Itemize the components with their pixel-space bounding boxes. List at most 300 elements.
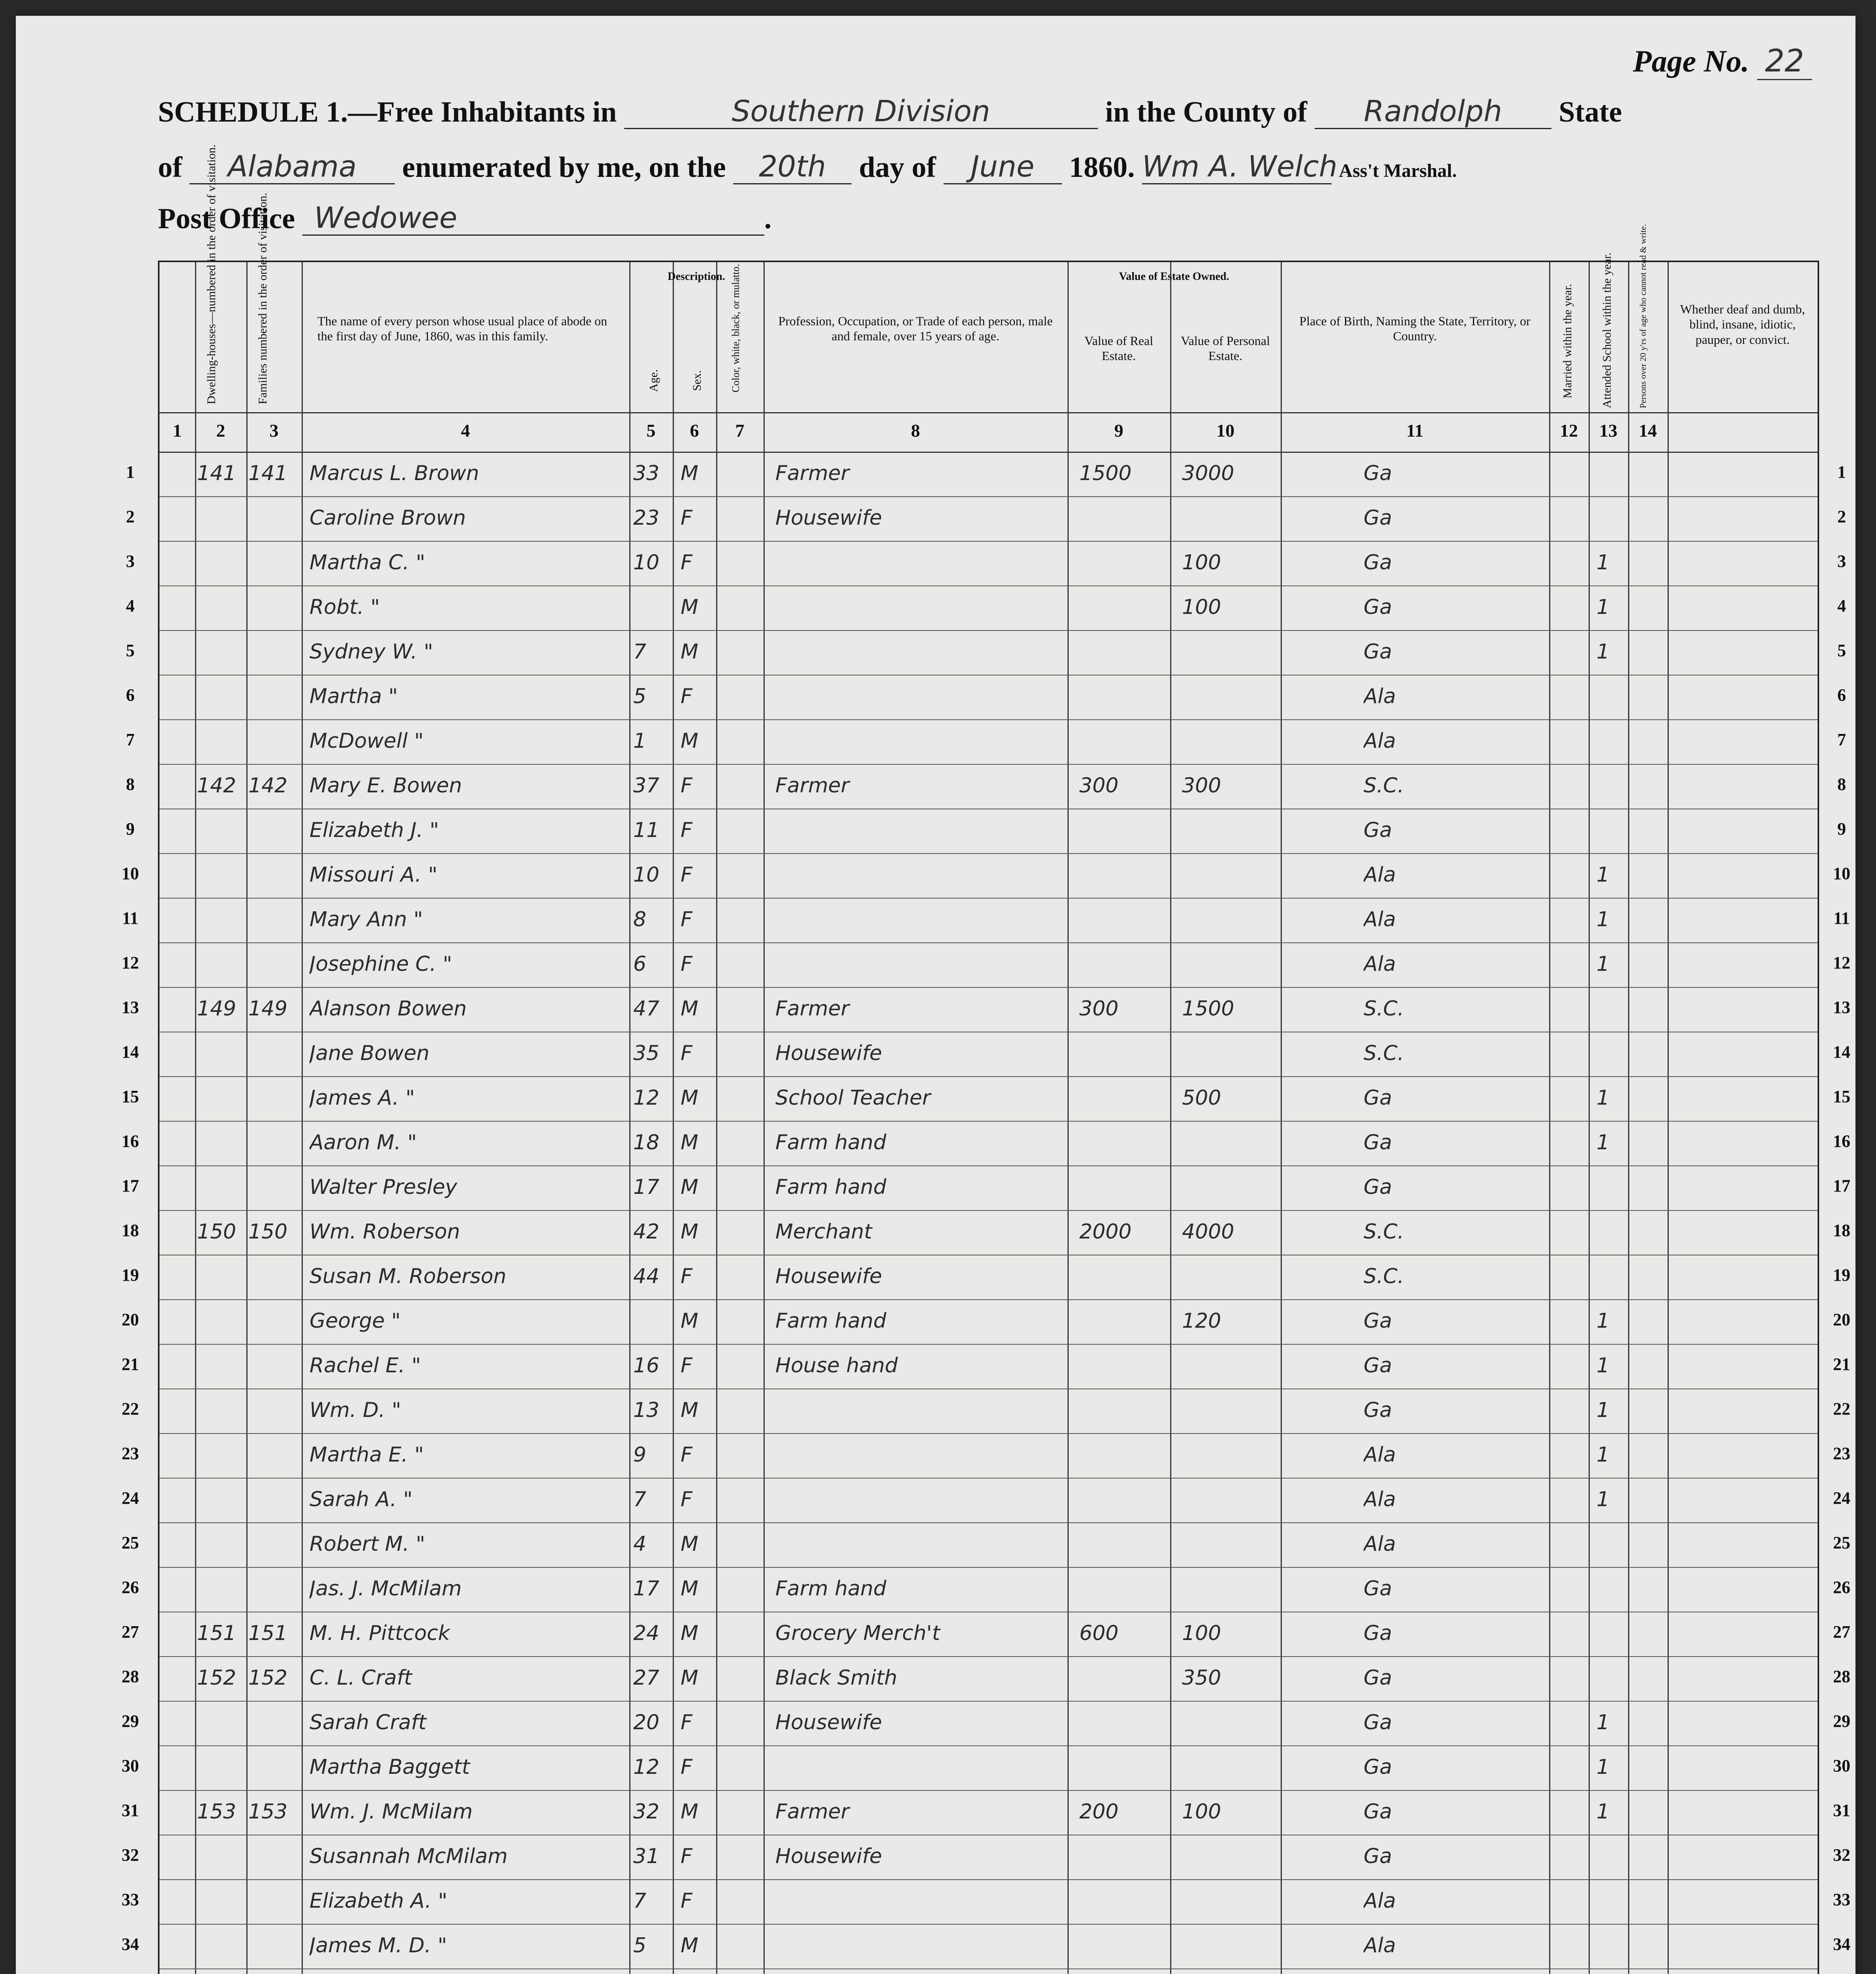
person-age: 7	[633, 1488, 647, 1511]
row-number-left: 5	[126, 641, 135, 660]
county-value: Randolph	[1315, 95, 1551, 129]
dwelling-number: 153	[197, 1800, 236, 1824]
person-age: 1	[633, 729, 647, 753]
row-number-right: 14	[1833, 1042, 1850, 1062]
column-number: 7	[735, 420, 745, 441]
person-name: Aaron M. "	[310, 1131, 417, 1154]
attended-school: 1	[1596, 1800, 1610, 1824]
col-line	[1589, 262, 1590, 1974]
person-age: 31	[633, 1845, 660, 1868]
number-row-line	[159, 452, 1818, 453]
person-name: Wm. Roberson	[310, 1220, 460, 1244]
person-occupation: Farmer	[775, 462, 850, 485]
personal-estate-value: 100	[1182, 1800, 1221, 1824]
family-number: 150	[248, 1220, 288, 1244]
row-number-right: 4	[1837, 596, 1846, 615]
birthplace: Ga	[1364, 595, 1392, 619]
dwelling-number: 152	[197, 1666, 236, 1690]
row-number-right: 33	[1833, 1890, 1850, 1909]
person-age: 5	[633, 685, 647, 708]
row-number-right: 6	[1837, 685, 1846, 705]
row-number-left: 26	[122, 1578, 139, 1597]
row-number-right: 25	[1833, 1533, 1850, 1552]
attended-school: 1	[1596, 1131, 1610, 1154]
schedule-title: SCHEDULE 1.—Free Inhabitants in	[158, 96, 617, 128]
birthplace: S.C.	[1364, 1265, 1404, 1288]
person-occupation: Merchant	[775, 1220, 872, 1244]
col-description-head: Description.	[668, 270, 725, 283]
row-number-right: 22	[1833, 1399, 1850, 1419]
row-number-right: 21	[1833, 1355, 1850, 1374]
person-age: 5	[633, 1934, 647, 1957]
birthplace: Ga	[1364, 1175, 1392, 1199]
person-name: Robt. "	[310, 595, 380, 619]
personal-estate-value: 500	[1182, 1086, 1221, 1110]
birthplace: Ga	[1364, 1354, 1392, 1377]
row-line	[159, 1567, 1818, 1568]
marshal-name: Wm A. Welch	[1142, 150, 1338, 184]
row-number-left: 16	[122, 1131, 139, 1151]
personal-estate-value: 120	[1182, 1309, 1221, 1333]
row-line	[159, 1522, 1818, 1523]
attended-school: 1	[1596, 1711, 1610, 1734]
person-age: 12	[633, 1755, 660, 1779]
real-estate-value: 300	[1079, 997, 1119, 1021]
attended-school: 1	[1596, 1354, 1610, 1377]
row-number-left: 25	[122, 1533, 139, 1552]
person-sex: M	[681, 595, 698, 619]
col-married-head: Married within the year.	[1561, 284, 1574, 398]
family-number: 142	[248, 774, 288, 797]
row-line	[159, 987, 1818, 988]
person-sex: F	[681, 952, 692, 976]
person-occupation: Farmer	[775, 1800, 850, 1824]
row-line	[159, 675, 1818, 676]
person-occupation: School Teacher	[775, 1086, 931, 1110]
row-number-left: 17	[122, 1176, 139, 1195]
person-age: 16	[633, 1354, 660, 1377]
attended-school: 1	[1596, 908, 1610, 931]
row-number-right: 1	[1837, 462, 1846, 482]
person-age: 18	[633, 1131, 660, 1154]
birthplace: Ga	[1364, 1755, 1392, 1779]
person-age: 35	[633, 1041, 660, 1065]
header-line-1	[158, 95, 1622, 129]
row-number-right: 8	[1837, 775, 1846, 794]
col-line	[1668, 262, 1669, 1974]
day-label: day of	[859, 151, 936, 184]
col-estate-head: Value of Estate Owned.	[1119, 270, 1229, 283]
row-number-right: 28	[1833, 1667, 1850, 1686]
row-number-left: 34	[122, 1935, 139, 1954]
family-number: 152	[248, 1666, 288, 1690]
row-number-right: 2	[1837, 507, 1846, 526]
birthplace: Ga	[1364, 640, 1392, 664]
person-sex: M	[681, 1131, 698, 1154]
column-number: 11	[1406, 420, 1424, 441]
person-sex: M	[681, 1577, 698, 1601]
row-number-right: 3	[1837, 552, 1846, 571]
person-occupation: Farmer	[775, 997, 850, 1021]
person-name: C. L. Craft	[310, 1666, 412, 1690]
person-sex: F	[681, 1041, 692, 1065]
birthplace: Ga	[1364, 506, 1392, 530]
person-age: 7	[633, 640, 647, 664]
person-sex: M	[681, 1309, 698, 1333]
row-number-left: 33	[122, 1890, 139, 1909]
birthplace: Ga	[1364, 818, 1392, 842]
marshal-label: Ass't Marshal.	[1339, 160, 1457, 181]
row-line	[159, 1968, 1818, 1969]
real-estate-value: 300	[1079, 774, 1119, 797]
attended-school: 1	[1596, 1398, 1610, 1422]
personal-estate-value: 100	[1182, 595, 1221, 619]
person-age: 37	[633, 774, 660, 797]
person-name: Elizabeth J. "	[310, 818, 439, 842]
row-number-left: 6	[126, 685, 135, 705]
row-number-left: 7	[126, 730, 135, 749]
row-line	[159, 1478, 1818, 1479]
person-occupation: Housewife	[775, 1845, 882, 1868]
year-label: 1860.	[1069, 151, 1135, 184]
row-number-left: 15	[122, 1087, 139, 1106]
col-occupation-head: Profession, Occupation, or Trade of each person, male and female, over 15 years of age.	[778, 314, 1053, 343]
person-age: 12	[633, 1086, 660, 1110]
person-sex: M	[681, 640, 698, 664]
person-name: Sarah Craft	[310, 1711, 426, 1734]
person-age: 17	[633, 1577, 660, 1601]
person-age: 23	[633, 506, 660, 530]
birthplace: Ga	[1364, 1309, 1392, 1333]
row-number-left: 19	[122, 1265, 139, 1285]
day-value: 20th	[733, 150, 852, 184]
family-number: 141	[248, 462, 288, 485]
row-number-left: 22	[122, 1399, 139, 1419]
col-name-head: The name of every person whose usual place of abode on the first day of June, 1860, was in this family.	[317, 314, 607, 343]
birthplace: S.C.	[1364, 1220, 1404, 1244]
row-number-left: 1	[126, 462, 135, 482]
person-name: Caroline Brown	[310, 506, 466, 530]
attended-school: 1	[1596, 1309, 1610, 1333]
division-value: Southern Division	[624, 95, 1098, 129]
row-number-left: 18	[122, 1221, 139, 1240]
birthplace: Ga	[1364, 1711, 1392, 1734]
column-number: 2	[216, 420, 225, 441]
birthplace: Ala	[1364, 1889, 1396, 1913]
attended-school: 1	[1596, 595, 1610, 619]
birthplace: Ga	[1364, 1666, 1392, 1690]
state-value: Alabama	[189, 150, 395, 184]
personal-estate-value: 1500	[1182, 997, 1234, 1021]
header-line-2	[158, 150, 1457, 184]
person-sex: F	[681, 818, 692, 842]
row-number-right: 5	[1837, 641, 1846, 660]
page-number-value: 22	[1757, 43, 1812, 80]
person-name: Josephine C. "	[310, 952, 452, 976]
person-sex: M	[681, 1621, 698, 1645]
birthplace: Ga	[1364, 462, 1392, 485]
person-age: 4	[633, 1532, 647, 1556]
row-line	[159, 942, 1818, 943]
column-number: 4	[461, 420, 470, 441]
person-occupation: Farm hand	[775, 1577, 887, 1601]
row-line	[159, 1299, 1818, 1300]
person-age: 11	[633, 818, 660, 842]
birthplace: Ga	[1364, 1577, 1392, 1601]
row-number-left: 20	[122, 1310, 139, 1329]
col-age-head: Age.	[647, 369, 660, 392]
birthplace: Ala	[1364, 863, 1396, 887]
birthplace: Ga	[1364, 1398, 1392, 1422]
row-line	[159, 630, 1818, 631]
row-line	[159, 1210, 1818, 1211]
birthplace: Ala	[1364, 908, 1396, 931]
birthplace: S.C.	[1364, 997, 1404, 1021]
person-age: 32	[633, 1800, 660, 1824]
family-number: 151	[248, 1621, 288, 1645]
attended-school: 1	[1596, 640, 1610, 664]
person-age: 33	[633, 462, 660, 485]
person-name: Elizabeth A. "	[310, 1889, 448, 1913]
row-number-left: 2	[126, 507, 135, 526]
col-birthplace-head: Place of Birth, Naming the State, Territory, or Country.	[1299, 314, 1531, 343]
col-line	[1281, 262, 1282, 1974]
attended-school: 1	[1596, 1443, 1610, 1467]
col-line	[246, 262, 248, 1974]
post-office-value: Wedowee	[302, 201, 764, 236]
person-age: 44	[633, 1265, 660, 1288]
row-number-right: 23	[1833, 1444, 1850, 1463]
person-name: Susan M. Roberson	[310, 1265, 507, 1288]
person-name: Martha Baggett	[310, 1755, 470, 1779]
person-occupation: Housewife	[775, 1711, 882, 1734]
row-number-left: 21	[122, 1355, 139, 1374]
person-sex: F	[681, 506, 692, 530]
person-sex: M	[681, 997, 698, 1021]
birthplace: Ala	[1364, 729, 1396, 753]
attended-school: 1	[1596, 1755, 1610, 1779]
row-number-right: 10	[1833, 864, 1850, 883]
person-sex: M	[681, 1800, 698, 1824]
col-color-head: Color, white, black, or mulatto.	[730, 264, 741, 392]
column-number: 8	[911, 420, 920, 441]
row-number-right: 32	[1833, 1845, 1850, 1865]
person-sex: M	[681, 1398, 698, 1422]
birthplace: Ga	[1364, 1086, 1392, 1110]
birthplace: Ala	[1364, 685, 1396, 708]
person-sex: F	[681, 1265, 692, 1288]
person-name: Alanson Bowen	[310, 997, 467, 1021]
person-age: 10	[633, 863, 660, 887]
row-line	[159, 719, 1818, 720]
personal-estate-value: 100	[1182, 1621, 1221, 1645]
person-name: McDowell "	[310, 729, 424, 753]
birthplace: Ga	[1364, 551, 1392, 574]
person-occupation: Farmer	[775, 774, 850, 797]
column-number: 5	[646, 420, 656, 441]
row-number-right: 27	[1833, 1622, 1850, 1642]
person-sex: F	[681, 1354, 692, 1377]
row-line	[159, 1076, 1818, 1077]
person-name: James A. "	[310, 1086, 415, 1110]
row-number-right: 20	[1833, 1310, 1850, 1329]
birthplace: Ga	[1364, 1131, 1392, 1154]
column-number: 3	[269, 420, 279, 441]
person-occupation: Housewife	[775, 1041, 882, 1065]
row-number-right: 34	[1833, 1935, 1850, 1954]
col-line	[302, 262, 303, 1974]
attended-school: 1	[1596, 1488, 1610, 1511]
row-number-left: 13	[122, 998, 139, 1017]
row-number-right: 12	[1833, 953, 1850, 972]
person-sex: M	[681, 1220, 698, 1244]
person-age: 42	[633, 1220, 660, 1244]
column-number: 6	[690, 420, 699, 441]
person-age: 47	[633, 997, 660, 1021]
person-name: Sydney W. "	[310, 640, 433, 664]
person-age: 6	[633, 952, 647, 976]
attended-school: 1	[1596, 952, 1610, 976]
person-age: 27	[633, 1666, 660, 1690]
person-name: Walter Presley	[310, 1175, 458, 1199]
row-number-left: 23	[122, 1444, 139, 1463]
row-line	[159, 1121, 1818, 1122]
person-name: Martha "	[310, 685, 398, 708]
row-number-left: 14	[122, 1042, 139, 1062]
person-occupation: House hand	[775, 1354, 898, 1377]
person-sex: M	[681, 1934, 698, 1957]
person-occupation: Farm hand	[775, 1309, 887, 1333]
person-name: Mary E. Bowen	[310, 774, 462, 797]
person-name: Mary Ann "	[310, 908, 423, 931]
col-line	[716, 262, 717, 1974]
row-line	[159, 585, 1818, 586]
row-number-left: 12	[122, 953, 139, 972]
row-line	[159, 764, 1818, 765]
person-sex: F	[681, 908, 692, 931]
person-age: 8	[633, 908, 647, 931]
person-sex: F	[681, 774, 692, 797]
person-age: 20	[633, 1711, 660, 1734]
col-personal-estate-head: Value of Personal Estate.	[1181, 334, 1270, 363]
person-occupation: Housewife	[775, 1265, 882, 1288]
real-estate-value: 200	[1079, 1800, 1119, 1824]
dwelling-number: 150	[197, 1220, 236, 1244]
row-number-left: 29	[122, 1711, 139, 1731]
person-occupation: Farm hand	[775, 1175, 887, 1199]
col-illiterate-head: Persons over 20 y'rs of age who cannot read & write.	[1638, 224, 1648, 408]
col-line	[764, 262, 765, 1974]
person-name: Missouri A. "	[310, 863, 438, 887]
row-number-right: 19	[1833, 1265, 1850, 1285]
row-line	[159, 1433, 1818, 1434]
person-name: Robert M. "	[310, 1532, 426, 1556]
row-number-right: 29	[1833, 1711, 1850, 1731]
birthplace: Ala	[1364, 952, 1396, 976]
row-line	[159, 1879, 1818, 1880]
person-sex: M	[681, 1175, 698, 1199]
row-line	[159, 898, 1818, 899]
row-number-left: 31	[122, 1801, 139, 1820]
real-estate-value: 1500	[1079, 462, 1132, 485]
header-bottom-line	[159, 412, 1818, 413]
col-line	[629, 262, 630, 1974]
birthplace: Ala	[1364, 1934, 1396, 1957]
person-age: 17	[633, 1175, 660, 1199]
row-number-left: 8	[126, 775, 135, 794]
dwelling-number: 151	[197, 1621, 236, 1645]
row-line	[159, 1165, 1818, 1166]
header-line-3: Post Office Wedowee .	[158, 201, 772, 235]
col-line	[1549, 262, 1550, 1974]
person-sex: M	[681, 1086, 698, 1110]
col-condition-head: Whether deaf and dumb, blind, insane, idiotic, pauper, or convict.	[1680, 302, 1805, 347]
real-estate-value: 600	[1079, 1621, 1119, 1645]
col-line	[673, 262, 674, 1974]
person-sex: F	[681, 1755, 692, 1779]
row-number-right: 31	[1833, 1801, 1850, 1820]
post-office-label: Post Office	[158, 203, 295, 235]
row-number-left: 3	[126, 552, 135, 571]
birthplace: S.C.	[1364, 774, 1404, 797]
col-sex-head: Sex.	[690, 370, 704, 391]
person-name: Wm. D. "	[310, 1398, 401, 1422]
col-line	[1170, 262, 1171, 1974]
col-dwelling-head: Dwelling-houses—numbered in the order of visitation.	[205, 144, 218, 404]
person-occupation: Grocery Merch't	[775, 1621, 940, 1645]
row-number-left: 4	[126, 596, 135, 615]
person-sex: F	[681, 551, 692, 574]
col-line	[1628, 262, 1629, 1974]
row-number-left: 28	[122, 1667, 139, 1686]
person-name: Martha E. "	[310, 1443, 424, 1467]
person-occupation: Farm hand	[775, 1131, 887, 1154]
birthplace: Ala	[1364, 1443, 1396, 1467]
row-number-right: 15	[1833, 1087, 1850, 1106]
page-number	[1633, 43, 1812, 79]
row-line	[159, 1656, 1818, 1657]
person-sex: F	[681, 1711, 692, 1734]
column-number: 9	[1114, 420, 1124, 441]
column-number: 10	[1216, 420, 1234, 441]
personal-estate-value: 350	[1182, 1666, 1221, 1690]
person-age: 13	[633, 1398, 660, 1422]
col-school-head: Attended School within the year.	[1600, 252, 1613, 408]
row-line	[159, 541, 1818, 542]
row-number-right: 17	[1833, 1176, 1850, 1195]
row-line	[159, 853, 1818, 854]
family-number: 149	[248, 997, 288, 1021]
person-sex: F	[681, 863, 692, 887]
person-sex: M	[681, 1532, 698, 1556]
col-family-head: Families numbered in the order of visitation.	[256, 193, 269, 404]
row-line	[159, 1790, 1818, 1791]
person-age: 9	[633, 1443, 647, 1467]
row-number-left: 10	[122, 864, 139, 883]
person-name: Marcus L. Brown	[310, 462, 479, 485]
birthplace: Ala	[1364, 1532, 1396, 1556]
col-real-estate-head: Value of Real Estate.	[1084, 334, 1154, 363]
column-number: 1	[173, 420, 182, 441]
person-name: Martha C. "	[310, 551, 426, 574]
row-number-right: 30	[1833, 1756, 1850, 1775]
of-label: of	[158, 151, 182, 184]
person-age: 7	[633, 1889, 647, 1913]
person-name: Rachel E. "	[310, 1354, 421, 1377]
person-name: Jas. J. McMilam	[310, 1577, 462, 1601]
row-line	[159, 496, 1818, 497]
row-number-right: 7	[1837, 730, 1846, 749]
